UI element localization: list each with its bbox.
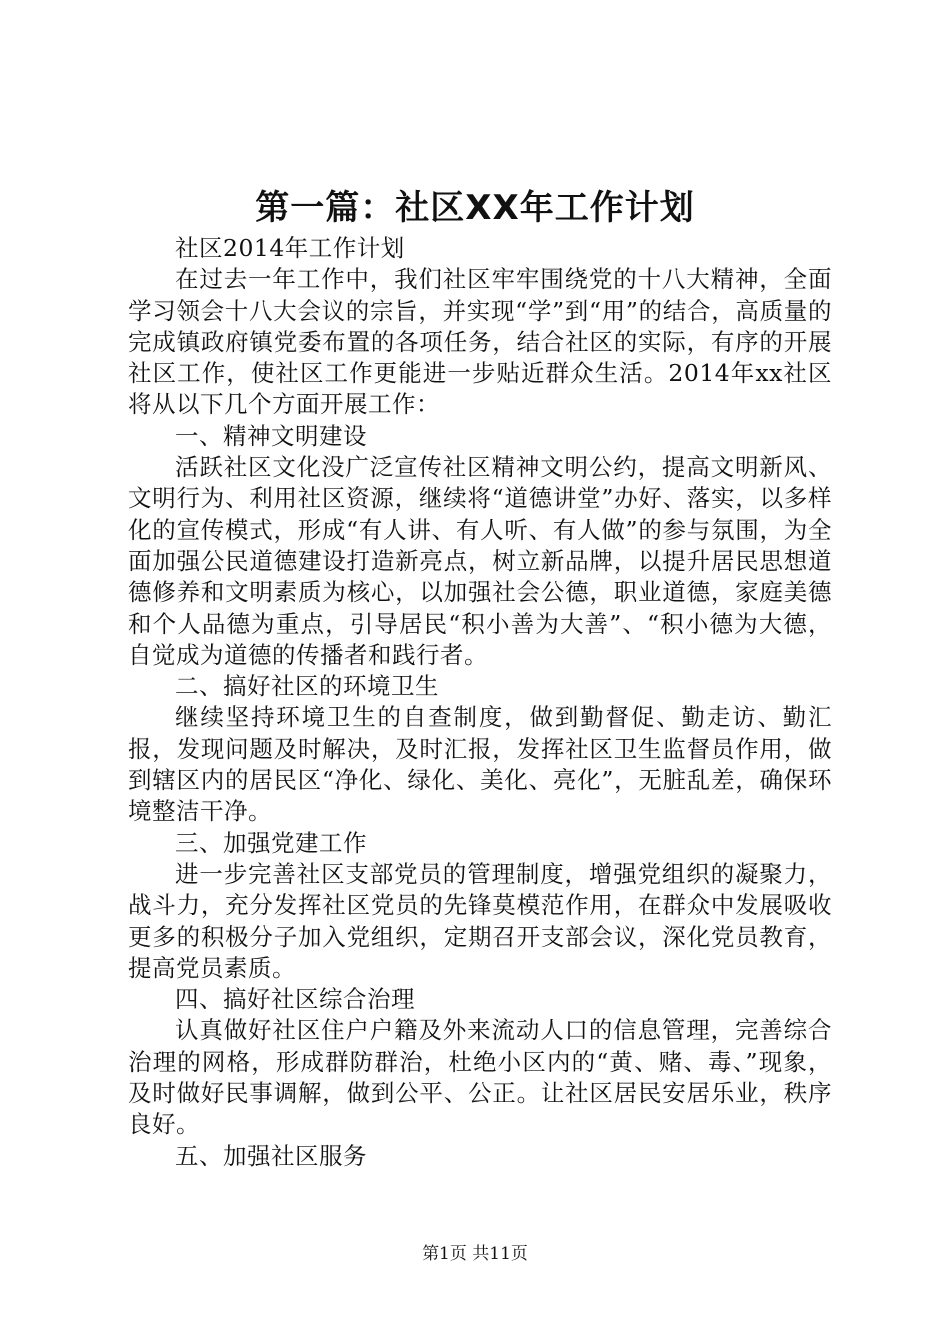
- document-body: [128, 233, 832, 1172]
- paragraph-section-2: 继续坚持环境卫生的自查制度，做到勤督促、勤走访、勤汇报，发现问题及时解决，及时汇报，发挥社区卫生监督员作用，做到辖区内的居民区“净化、绿化、美化、亮化”，无脏乱差，确保环境整洁干净。: [128, 703, 832, 826]
- paragraph-section-4: 认真做好社区住户户籍及外来流动人口的信息管理，完善综合治理的网格，形成群防群治，杜绝小区内的“黄、赌、毒、”现象，及时做好民事调解，做到公平、公正。让社区居民安居乐业，秩序良好。: [128, 1016, 832, 1139]
- section-heading-2: 二、搞好社区的环境卫生: [175, 672, 439, 701]
- section-heading-4: 四、搞好社区综合治理: [175, 985, 415, 1014]
- document-title: 第一篇：社区XX年工作计划: [255, 188, 695, 228]
- section-heading-5: 五、加强社区服务: [175, 1141, 367, 1170]
- section-heading-1: 一、精神文明建设: [175, 421, 367, 450]
- paragraph-intro: 在过去一年工作中，我们社区牢牢围绕党的十八大精神，全面学习领会十八大会议的宗旨，并实现“学”到“用”的结合，高质量的完成镇政府镇党委布置的各项任务，结合社区的实际，有序的开展社区工作，使社区工作更能进一步贴近群众生活。2014年xx社区将从以下几个方面开展工作：: [128, 265, 832, 419]
- paragraph-section-3: 进一步完善社区支部党员的管理制度，增强党组织的凝聚力，战斗力，充分发挥社区党员的先锋莫模范作用，在群众中发展吸收更多的积极分子加入党组织，定期召开支部会议，深化党员教育，提高党员素质。: [128, 859, 832, 982]
- section-heading-3: 三、加强党建工作: [175, 828, 367, 857]
- paragraph-section-1: 活跃社区文化没广泛宣传社区精神文明公约，提高文明新风、文明行为、利用社区资源，继续将“道德讲堂”办好、落实，以多样化的宣传模式，形成“有人讲、有人听、有人做”的参与氛围，为全面加强公民道德建设打造新亮点，树立新品牌，以提升居民思想道德修养和文明素质为核心，以加强社会公德，职业道德，家庭美德和个人品德为重点，引导居民“积小善为大善”、“积小德为大德，自觉成为道德的传播者和践行者。: [128, 453, 832, 669]
- paragraph-subtitle: 社区2014年工作计划: [175, 234, 405, 262]
- page-footer: 第1页 共11页: [422, 1244, 528, 1264]
